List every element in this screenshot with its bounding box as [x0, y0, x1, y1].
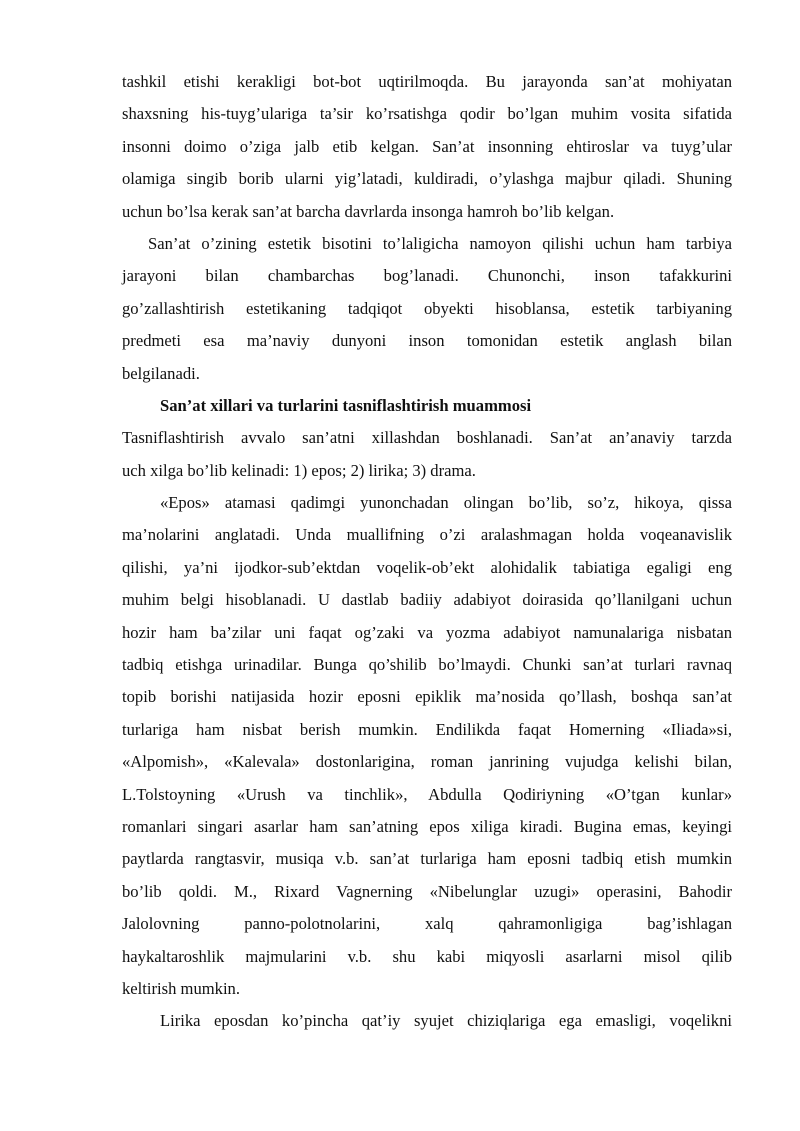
text-line: «Epos» atamasi qadimgi yunonchadan olingan bo’lib, so’z, hikoya, qissa [160, 493, 732, 513]
text-line: uchun bo’lsa kerak san’at barcha davrlarda insonga hamroh bo’lib kelgan. [122, 201, 615, 221]
text-line: Tasniflashtirish avvalo san’atni xillashdan boshlanadi. San’at an’anaviy tarzda [122, 428, 732, 448]
text-line: paytlarda rangtasvir, musiqa v.b. san’at turlariga ham eposni tadbiq etish mumkin [122, 849, 732, 869]
section-heading: San’at xillari va turlarini tasniflashtirish muammosi [160, 395, 532, 415]
text-line: shaxsning his-tuyg’ulariga ta’sir ko’rsatishga qodir bo’lgan muhim vosita sifatida [122, 104, 732, 124]
body-text [122, 66, 732, 1038]
text-line: ma’nolarini anglatadi. Unda muallifning o’zi aralashmagan holda voqeanavislik [122, 525, 732, 545]
text-line: qilishi, ya’ni ijodkor-sub’ektdan voqelik-ob’ekt alohidalik tabiatiga egaligi eng [122, 557, 732, 577]
text-line: jarayoni bilan chambarchas bog’lanadi. Chunonchi, inson tafakkurini [122, 266, 732, 286]
text-line: bo’lib qoldi. M., Rixard Vagnerning «Nibelunglar uzugi» operasini, Bahodir [122, 881, 732, 901]
text-line: turlariga ham nisbat berish mumkin. Endilikda faqat Homerning «Iliada»si, [122, 719, 732, 739]
text-line: insonni doimo o’ziga jalb etib kelgan. San’at insonning ehtiroslar va tuyg’ular [122, 136, 732, 156]
text-line: keltirish mumkin. [122, 978, 240, 998]
text-line: Jalolovning panno-polotnolarini, xalq qahramonligiga bag’ishlagan [122, 914, 732, 934]
text-line: olamiga singib borib ularni yig’latadi, kuldiradi, o’ylashga majbur qiladi. Shuning [122, 169, 732, 189]
text-line: belgilanadi. [122, 363, 200, 383]
text-line: «Alpomish», «Kalevala» dostonlarigina, roman janrining vujudga kelishi bilan, [122, 752, 732, 772]
text-line: topib borishi natijasida hozir eposni epiklik ma’nosida qo’llash, boshqa san’at [122, 687, 732, 707]
text-line: San’at o’zining estetik bisotini to’laligicha namoyon qilishi uchun ham tarbiya [148, 233, 732, 253]
text-line: romanlari singari asarlar ham san’atning epos xiliga kiradi. Bugina emas, keyingi [122, 816, 732, 836]
text-line: predmeti esa ma’naviy dunyoni inson tomonidan estetik anglash bilan [122, 331, 732, 351]
text-line: muhim belgi hisoblanadi. U dastlab badiiy adabiyot doirasida qo’llanilgani uchun [122, 590, 732, 610]
text-line: Lirika eposdan ko’pincha qat’iy syujet chiziqlariga ega emasligi, voqelikni [160, 1011, 732, 1031]
text-line: haykaltaroshlik majmularini v.b. shu kabi miqyosli asarlarni misol qilib [122, 946, 732, 966]
text-line: uch xilga bo’lib kelinadi: 1) epos; 2) lirika; 3) drama. [122, 460, 476, 480]
text-line: tashkil etishi kerakligi bot-bot uqtirilmoqda. Bu jarayonda san’at mohiyatan [122, 72, 732, 91]
text-line: tadbiq etishga urinadilar. Bunga qo’shilib bo’lmaydi. Chunki san’at turlari ravnaq [122, 655, 732, 675]
text-line: go’zallashtirish estetikaning tadqiqot obyekti hisoblansa, estetik tarbiyaning [122, 298, 732, 318]
text-line: hozir ham ba’zilar uni faqat og’zaki va yozma adabiyot namunalariga nisbatan [122, 622, 732, 642]
text-line: L.Tolstoyning «Urush va tinchlik», Abdulla Qodiriyning «O’tgan kunlar» [122, 784, 732, 804]
